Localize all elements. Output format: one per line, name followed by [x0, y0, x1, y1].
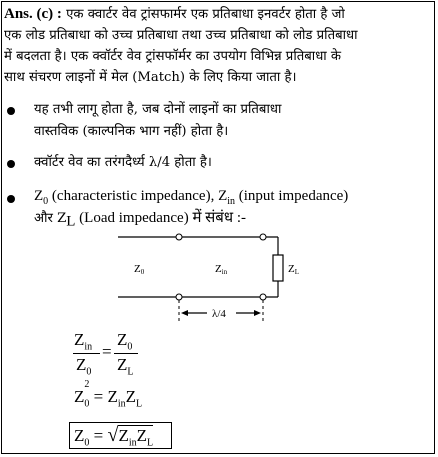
- eq1-equals: =: [102, 342, 112, 361]
- zl-label: ZL: [288, 263, 300, 276]
- answer-line-4: साथ संचरण लाइनों में मेल (Match) के लिए किया जाता है।: [4, 70, 297, 85]
- node-circle: [176, 234, 182, 240]
- eq1-left-den: $Z_0$: [76, 355, 92, 378]
- node-circle: [176, 294, 182, 300]
- answer-line-2: एक लोड प्रतिबाधा को उच्च प्रतिबाधा तथा उच्च प्रतिबाधा को लोड प्रतिबाधा: [4, 28, 358, 43]
- arrow-right-head: [254, 310, 261, 316]
- answer-text-1: एक क्वार्टर वेव ट्रांसफार्मर एक प्रतिबाधा इनवर्टर होता है जो: [61, 7, 345, 22]
- eq2: Z 2 $_0 = Z_{in}Z_L$: [74, 379, 143, 410]
- bullet-2-text: क्वॉर्टर वेव का तरंगदैर्ध्य λ/4 होता है।: [34, 155, 212, 170]
- bullet-3-line-2: और $Z_L$ (Load impedance) में संबंध :-: [34, 210, 247, 230]
- z0-label: Z0: [134, 263, 145, 276]
- lambda-label: λ/4: [212, 308, 226, 320]
- eq1-left-num: $Z_{in}$: [74, 330, 93, 353]
- arrow-left-head: [181, 310, 188, 316]
- eq1-right-den: $Z_L$: [117, 355, 134, 378]
- zin-label: Zin: [215, 263, 228, 276]
- answer-label: Ans. (c) :: [4, 6, 62, 22]
- node-circle: [260, 234, 266, 240]
- bullet-3-line-1: $Z_0$ (characteristic impedance), $Z_{in}$ (input impedance): [34, 188, 349, 207]
- fraction-bar: [114, 353, 138, 354]
- node-circle: [260, 294, 266, 300]
- load-resistor: [273, 255, 283, 281]
- fraction-bar: [73, 353, 100, 354]
- bullet-1-line-1: यह तभी लागू होता है, जब दोनों लाइनों का प्रतिबाधा: [34, 102, 282, 117]
- answer-line-3: में बदलता है। एक क्वॉर्टर वेव ट्रांसफॉर्मर का उपयोग विभिन्न प्रतिबाधा के: [4, 49, 342, 64]
- bullet-1-line-2: वास्तविक (काल्पनिक भाग नहीं) होता है।: [34, 124, 229, 139]
- eq1-right-num: $Z_0$: [117, 330, 133, 353]
- eq3: $Z_0 = √Z_{in}Z_L$: [74, 424, 154, 449]
